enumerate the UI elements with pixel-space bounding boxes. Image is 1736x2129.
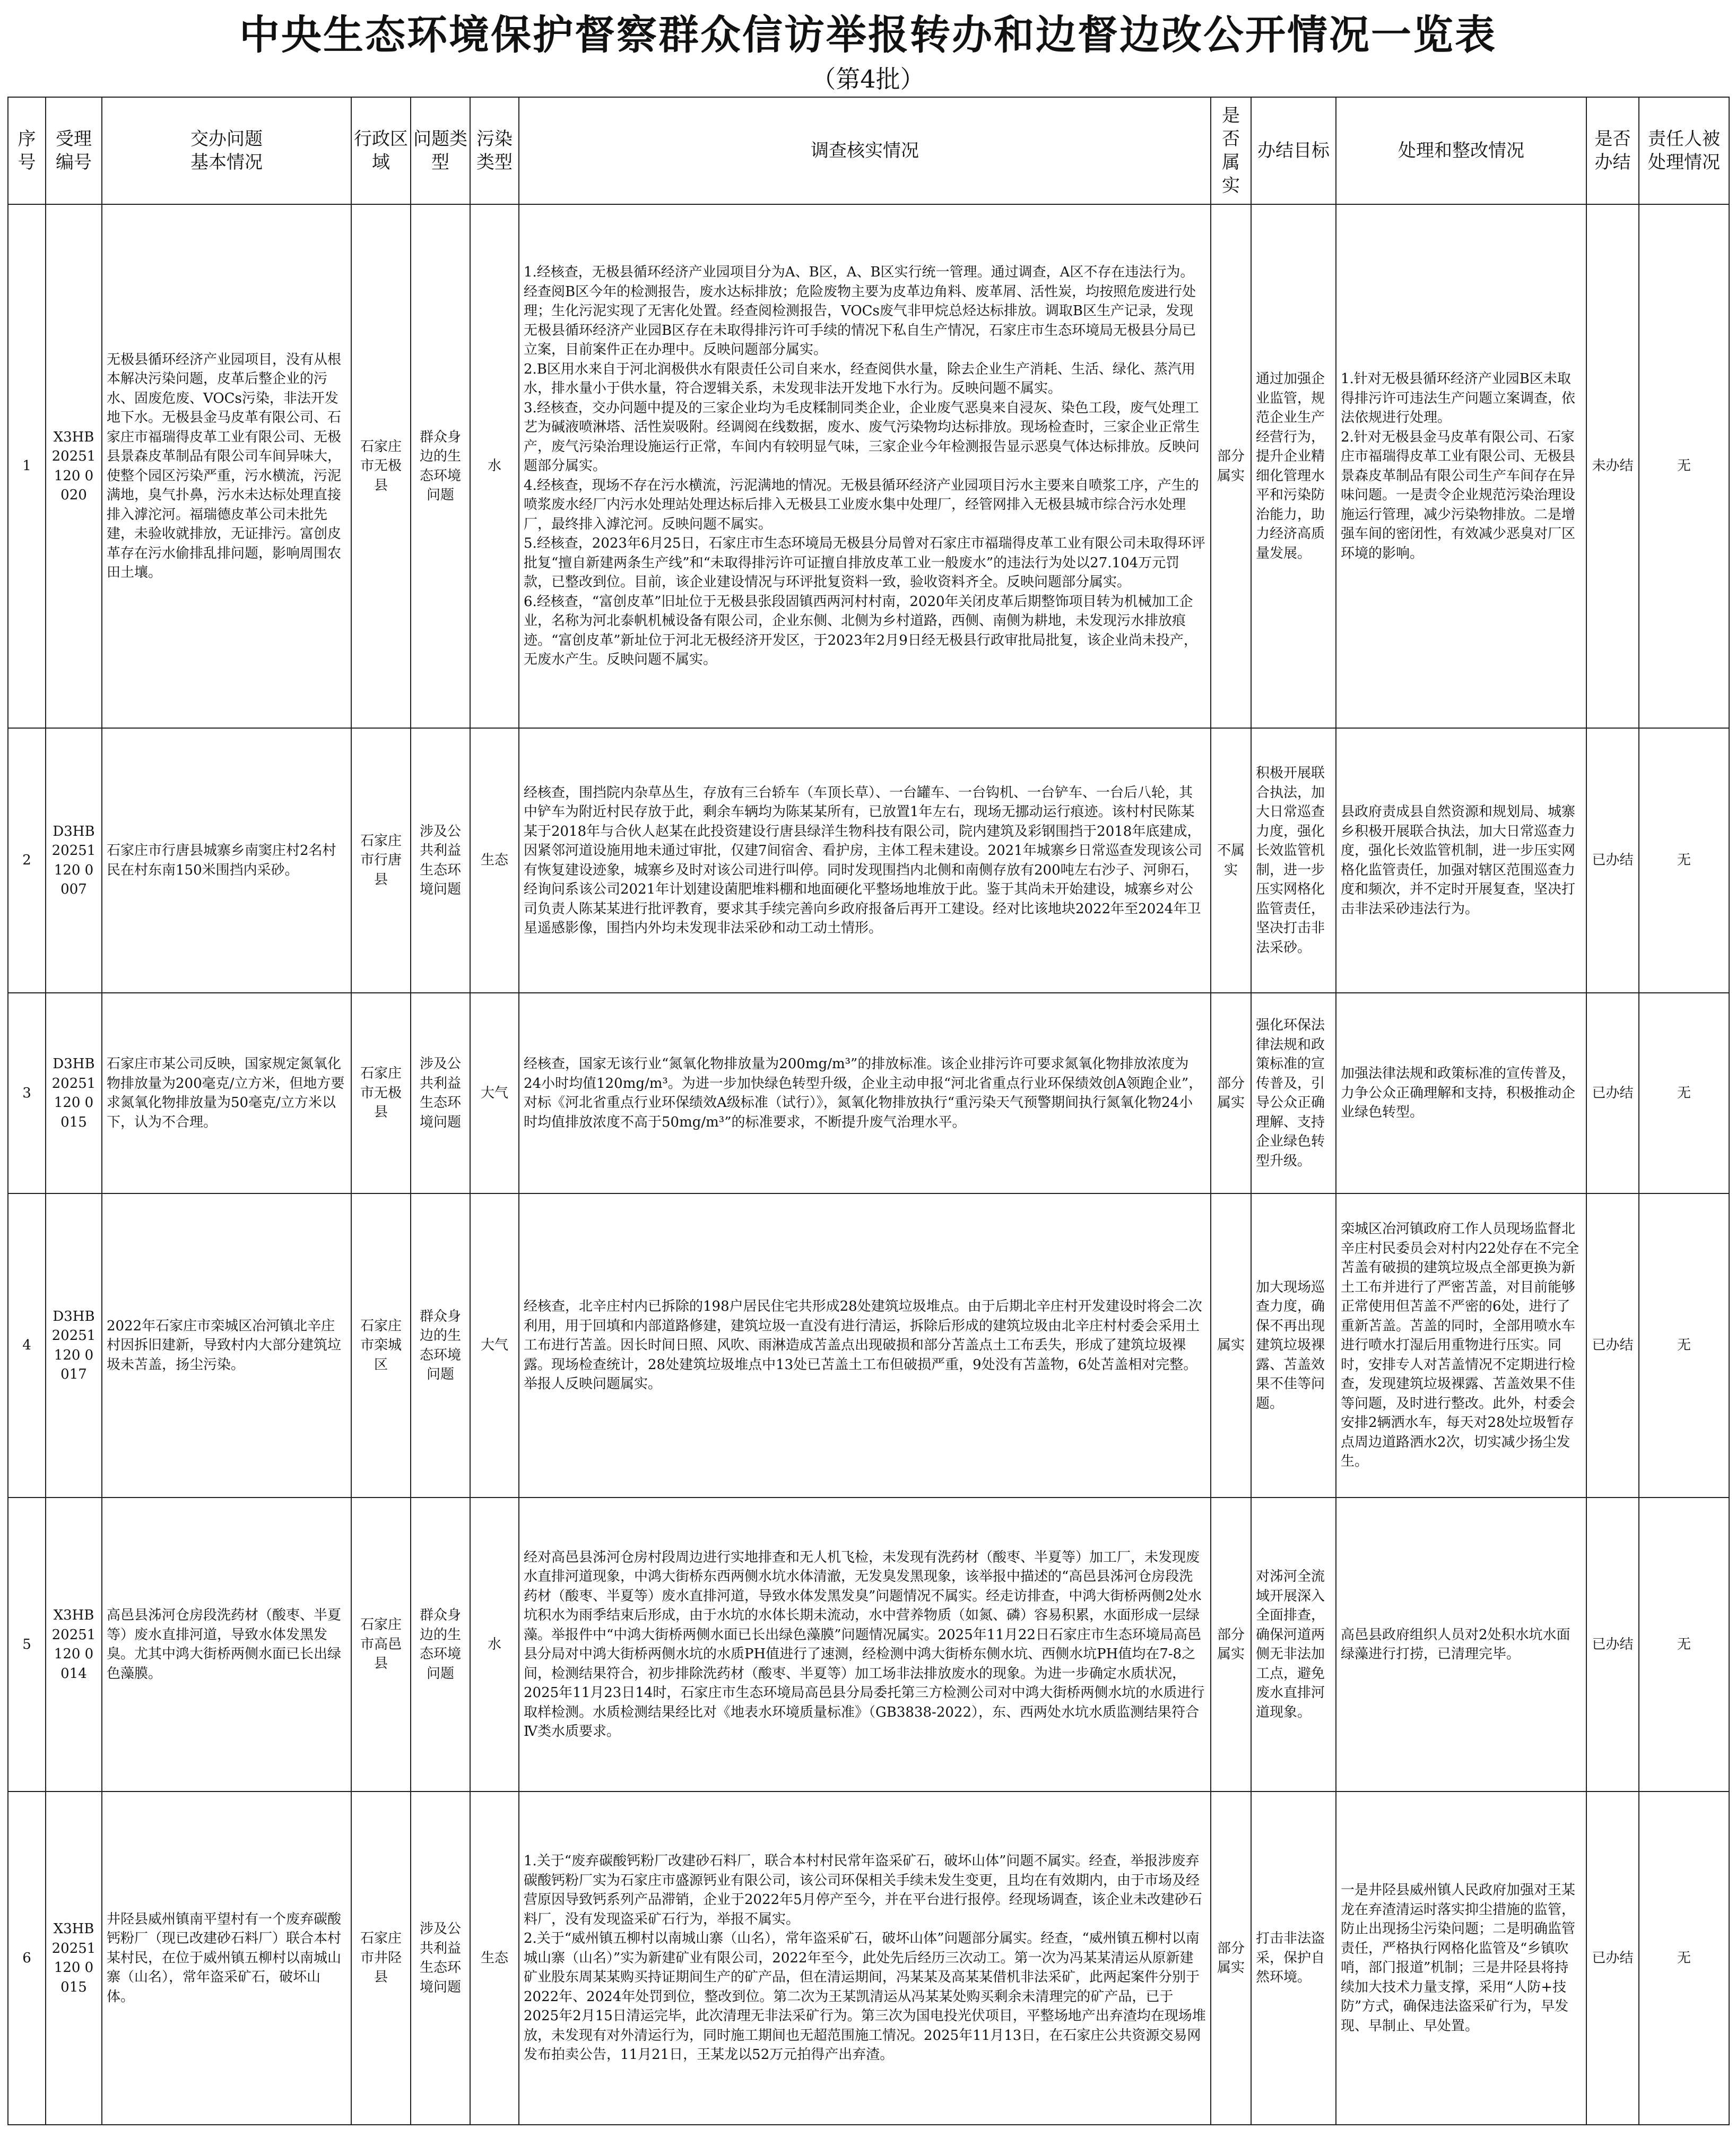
complaint-table	[7, 97, 1730, 2125]
cell-pollution: 生态	[470, 728, 519, 993]
cell-seq: 6	[8, 1792, 46, 2125]
batch-subtitle: （第4批）	[811, 65, 925, 93]
table-row	[8, 728, 1729, 993]
cell-resp: 无	[1639, 204, 1729, 728]
cell-resp: 无	[1639, 1792, 1729, 2125]
cell-region: 石家庄市高邑县	[351, 1498, 411, 1792]
cell-true-or-not: 部分属实	[1211, 204, 1251, 728]
cell-handling: 一是井陉县威州镇人民政府加强对王某龙在弃渣清运时落实抑尘措施的监管，防止出现扬尘污染问题；二是明确监管责任，严格执行网格化监管及“乡镇吹哨，部门报道”机制；三是井陉县将持续加大技术力量支撑，采用“人防+技防”方式，确保违法盗采矿行为，早发现、早制止、早处置。	[1336, 1792, 1586, 2125]
cell-investigation: 1.关于“废弃碳酸钙粉厂改建砂石料厂，联合本村村民常年盗采矿石，破坏山体”问题不属实。经查，举报涉废弃碳酸钙粉厂实为石家庄市盛源钙业有限公司，该公司环保相关手续未发生变更，且均在有效期内，由于市场及经营原因导致钙系列产品滞销，企业于2022年5月停产至今，并在平台进行报停。经现场调查，该企业未改建砂石料厂，没有发现盗采矿石行为，举报不属实。 2.关于“威州镇五柳村以南城山寨（山名），常年盗采矿石，破坏山体”问题部分属实。经查，“威州镇五柳村以南城山寨（山名）”实为新建矿业有限公司，2022年至今，此处先后经历三次动工。第一次为冯某某清运从原新建矿业股东周某某购买持证期间生产的矿产品，但在清运期间，冯某某及高某某借机非法采矿，此两起案件分别于2022年、2024年处罚到位，整改到位。第二次为王某凯清运从冯某某处购买剩余未清理完的矿产品，已于2025年2月15日清运完毕，此次清理无非法采矿行为。第三次为国电投光伏项目，平整场地产出弃渣均在现场堆放，未发现有对外清运行为，同时施工期间也无超范围施工情况。2025年11月13日，在石家庄公共资源交易网发布拍卖公告，11月21日，王某龙以52万元拍得产出弃渣。	[519, 1792, 1211, 2125]
cell-goal: 强化环保法律法规和政策标准的宣传普及，引导公众正确理解、支持企业绿色转型升级。	[1251, 993, 1336, 1193]
cell-seq: 1	[8, 204, 46, 728]
cell-handling: 栾城区冶河镇政府工作人员现场监督北辛庄村民委员会对村内22处存在不完全苫盖有破损的建筑垃圾点全部更换为新土工布并进行了严密苫盖，对目前能够正常使用但苫盖不严密的6处，进行了重新苫盖。苫盖的同时，全部用喷水车进行喷水打湿后用重物进行压实。同时，安排专人对苫盖情况不定期进行检查，发现建筑垃圾裸露、苫盖效果不佳等问题，及时进行整改。此外，村委会安排2辆洒水车，每天对28处垃圾暂存点周边道路洒水2次，切实减少扬尘发生。	[1336, 1193, 1586, 1498]
cell-goal: 打击非法盗采，保护自然环境。	[1251, 1792, 1336, 2125]
page-title: 中央生态环境保护督察群众信访举报转办和边督边改公开情况一览表	[239, 11, 1497, 58]
cell-investigation: 1.经核查，无极县循环经济产业园项目分为A、B区，A、B区实行统一管理。通过调查，A区不存在违法行为。经查阅B区今年的检测报告，废水达标排放；危险废物主要为皮革边角料、废革屑、活性炭，均按照危废进行处理；生化污泥实现了无害化处置。经查阅检测报告，VOCs废气非甲烷总烃达标排放。调取B区生产记录，发现无极县循环经济产业园B区存在未取得排污许可手续的情况下私自生产情况，石家庄市生态环境局无极县分局已立案，目前案件正在办理中。反映问题部分属实。 2.B区用水来自于河北润极供水有限责任公司自来水，经查阅供水量，除去企业生产消耗、生活、绿化、蒸汽用水，排水量小于供水量，符合逻辑关系，未发现非法开发地下水行为。反映问题不属实。 3.经核查，交办问题中提及的三家企业均为毛皮糅制同类企业，企业废气恶臭来自浸灰、染色工段，废气处理工艺为碱液喷淋塔、活性炭吸附。经调阅在线数据，废水、废气污染物均达标排放。现场检查时，三家企业正常生产，废气污染治理设施运行正常，车间内有较明显气味，三家企业今年检测报告显示恶臭气体达标排放。反映问题部分属实。 4.经核查，现场不存在污水横流，污泥满地的情况。无极县循环经济产业园项目污水主要来自喷浆工序，产生的喷浆废水经厂内污水处理站处理达标后排入无极县工业废水集中处理厂，经管网排入无极县城市综合污水处理厂，最终排入滹沱河。反映问题不属实。 5.经核查，2023年6月25日，石家庄市生态环境局无极县分局曾对石家庄市福瑞得皮革工业有限公司未取得环评批复“擅自新建两条生产线”和“未取得排污许可证擅自排放皮革工业一般废水”的违法行为处以27.104万元罚款，已整改到位。目前，该企业建设情况与环评批复资料一致，验收资料齐全。反映问题部分属实。 6.经核查，“富创皮革”旧址位于无极县张段固镇西两河村村南，2020年关闭皮革后期整饰项目转为机械加工企业，名称为河北泰帆机械设备有限公司，企业东侧、北侧为乡村道路，西侧、南侧为耕地，未发现污水排放痕迹。“富创皮革”新址位于河北无极经济开发区，于2023年2月9日经无极县行政审批局批复，该企业尚未投产，无废水产生。反映问题不属实。	[519, 204, 1211, 728]
header-resp: 责任人被处理情况	[1639, 97, 1729, 204]
cell-resp: 无	[1639, 1498, 1729, 1792]
cell-category: 涉及公共利益生态环境问题	[411, 1792, 470, 2125]
cell-region: 石家庄市行唐县	[351, 728, 411, 993]
cell-category: 涉及公共利益生态环境问题	[411, 728, 470, 993]
cell-pollution: 水	[470, 204, 519, 728]
cell-id: X3HB20251120 0020	[46, 204, 102, 728]
cell-seq: 2	[8, 728, 46, 993]
cell-issue: 无极县循环经济产业园项目，没有从根本解决污染问题，皮革后整企业的污水、固废危废、VOCs污染，非法开发地下水。无极县金马皮革有限公司、石家庄市福瑞得皮革工业有限公司、无极县景森皮革制品有限公司车间异味大，使整个园区污染严重，污水横流，污泥满地，臭气扑鼻，污水未达标处理直接排入滹沱河。福瑞德皮革公司未批先建，未验收就排放，无证排污。富创皮革存在污水偷排乱排问题，影响周围农田土壤。	[102, 204, 351, 728]
cell-seq: 3	[8, 993, 46, 1193]
table-row	[8, 204, 1729, 728]
cell-handling: 高邑县政府组织人员对2处积水坑水面绿藻进行打捞，已清理完毕。	[1336, 1498, 1586, 1792]
cell-handling: 县政府责成县自然资源和规划局、城寨乡积极开展联合执法，加大日常巡查力度，强化长效监管机制，进一步压实网格化监管责任，加强对辖区范围巡查力度和频次，并不定时开展复查，坚决打击非法采砂违法行为。	[1336, 728, 1586, 993]
cell-id: D3HB20251120 0017	[46, 1193, 102, 1498]
header-row	[8, 97, 1729, 204]
cell-region: 石家庄市栾城区	[351, 1193, 411, 1498]
cell-pollution: 水	[470, 1498, 519, 1792]
cell-done: 已办结	[1586, 1792, 1639, 2125]
cell-investigation: 经核查，国家无该行业“氮氧化物排放量为200mg/m³”的排放标准。该企业排污许可要求氮氧化物排放浓度为24小时均值120mg/m³。为进一步加快绿色转型升级，企业主动申报“河北省重点行业环保绩效创A领跑企业”，对标《河北省重点行业环保绩效A级标准（试行）》，氮氧化物排放执行“重污染天气预警期间执行氮氧化物24小时均值排放浓度不高于50mg/m³”的标准要求，不断提升废气治理水平。	[519, 993, 1211, 1193]
cell-issue: 石家庄市某公司反映，国家规定氮氧化物排放量为200毫克/立方米，但地方要求氮氧化物排放量为50毫克/立方米以下，认为不合理。	[102, 993, 351, 1193]
cell-pollution: 生态	[470, 1792, 519, 2125]
header-id: 受理编号	[46, 97, 102, 204]
cell-seq: 4	[8, 1193, 46, 1498]
header-handling: 处理和整改情况	[1336, 97, 1586, 204]
cell-issue: 井陉县威州镇南平望村有一个废弃碳酸钙粉厂（现已改建砂石料厂）联合本村某村民，在位于威州镇五柳村以南城山寨（山名），常年盗采矿石，破坏山体。	[102, 1792, 351, 2125]
cell-region: 石家庄市无极县	[351, 204, 411, 728]
cell-investigation: 经核查，围挡院内杂草丛生，存放有三台轿车（车顶长草）、一台罐车、一台钩机、一台铲车、一台后八轮，其中铲车为附近村民存放于此，剩余车辆均为陈某某所有，已放置1年左右，现场无挪动运行痕迹。该村村民陈某某于2018年与合伙人赵某在此投资建设行唐县绿洋生物科技有限公司，院内建筑及彩钢围挡于2018年底建成，因紧邻河道设施用地未通过审批，仅建7间宿舍、看护房，主体工程未建设。2021年城寨乡日常巡查发现该公司有恢复建设迹象，城寨乡及时对该公司进行叫停。同时发现围挡内北侧和南侧存放有200吨左右沙子、河卵石，经询问系该公司2021年计划建设菌肥堆料棚和地面硬化平整场地堆放于此。鉴于其尚未开始建设，城寨乡对公司负责人陈某某进行批评教育，要求其手续完善向乡政府报备后再开工建设。经对比该地块2022年至2024年卫星遥感影像，围挡内外均未发现非法采砂和动工动土情形。	[519, 728, 1211, 993]
cell-true-or-not: 部分属实	[1211, 1792, 1251, 2125]
cell-category: 群众身边的生态环境问题	[411, 1498, 470, 1792]
cell-id: X3HB20251120 0014	[46, 1498, 102, 1792]
header-issue: 交办问题 基本情况	[102, 97, 351, 204]
cell-category: 群众身边的生态环境问题	[411, 1193, 470, 1498]
cell-resp: 无	[1639, 728, 1729, 993]
table-row	[8, 1498, 1729, 1792]
cell-done: 已办结	[1586, 993, 1639, 1193]
table-row	[8, 1792, 1729, 2125]
cell-region: 石家庄市无极县	[351, 993, 411, 1193]
cell-goal: 积极开展联合执法，加大日常巡查力度，强化长效监管机制，进一步压实网格化监管责任，坚决打击非法采砂。	[1251, 728, 1336, 993]
cell-investigation: 经对高邑县泲河仓房村段周边进行实地排查和无人机飞检，未发现有洗药材（酸枣、半夏等）加工厂，未发现废水直排河道现象，中鸿大街桥东西两侧水坑水体清澈，无发臭发黑现象，该举报中描述的“高邑县泲河仓房段洗药材（酸枣、半夏等）废水直排河道，导致水体发黑发臭”问题情况不属实。经走访排查，中鸿大街桥两侧2处水坑积水为雨季结束后形成，由于水坑的水体长期未流动，水中营养物质（如氮、磷）容易积累，水面形成一层绿藻。举报件中“中鸿大街桥两侧水面已长出绿色藻膜”问题情况属实。2025年11月22日石家庄市生态环境局高邑县分局对中鸿大街桥两侧水坑的水质PH值进行了速测，经检测中鸿大街桥东侧水坑、西侧水坑PH值均在7-8之间，检测结果符合，初步排除洗药材（酸枣、半夏等）加工场非法排放废水的现象。为进一步确定水质状况，2025年11月23日14时，石家庄市生态环境局高邑县分局委托第三方检测公司对中鸿大街桥两侧水坑的水质进行取样检测。水质检测结果经比对《地表水环境质量标准》（GB3838-2022），东、西两处水坑水质监测结果符合Ⅳ类水质要求。	[519, 1498, 1211, 1792]
cell-id: X3HB20251120 0015	[46, 1792, 102, 2125]
cell-true-or-not: 部分属实	[1211, 1498, 1251, 1792]
cell-true-or-not: 不属实	[1211, 728, 1251, 993]
cell-category: 涉及公共利益生态环境问题	[411, 993, 470, 1193]
cell-done: 未办结	[1586, 204, 1639, 728]
cell-pollution: 大气	[470, 993, 519, 1193]
header-true-or-not: 是否属实	[1211, 97, 1251, 204]
cell-resp: 无	[1639, 1193, 1729, 1498]
cell-issue: 高邑县泲河仓房段洗药材（酸枣、半夏等）废水直排河道，导致水体发黑发臭。尤其中鸿大街桥两侧水面已长出绿色藻膜。	[102, 1498, 351, 1792]
cell-issue: 2022年石家庄市栾城区冶河镇北辛庄村因拆旧建新，导致村内大部分建筑垃圾未苫盖，扬尘污染。	[102, 1193, 351, 1498]
table-row	[8, 1193, 1729, 1498]
header-done: 是否办结	[1586, 97, 1639, 204]
cell-resp: 无	[1639, 993, 1729, 1193]
cell-investigation: 经核查，北辛庄村内已拆除的198户居民住宅共形成28处建筑垃圾堆点。由于后期北辛庄村开发建设时将会二次利用，用于回填和内部道路修建，建筑垃圾一直没有进行清运，拆除后形成的建筑垃圾由北辛庄村村委会采用土工布进行苫盖。因长时间日照、风吹、雨淋造成苫盖点出现破损和部分苫盖点土工布丢失，形成了建筑垃圾裸露。现场检查统计，28处建筑垃圾堆点中13处已苫盖土工布但破损严重，9处没有苫盖物，6处苫盖相对完整。举报人反映问题属实。	[519, 1193, 1211, 1498]
cell-seq: 5	[8, 1498, 46, 1792]
header-category: 问题类型	[411, 97, 470, 204]
cell-true-or-not: 属实	[1211, 1193, 1251, 1498]
cell-done: 已办结	[1586, 1498, 1639, 1792]
header-investigation: 调查核实情况	[519, 97, 1211, 204]
cell-goal: 加大现场巡查力度，确保不再出现建筑垃圾裸露、苫盖效果不佳等问题。	[1251, 1193, 1336, 1498]
header-pollution: 污染类型	[470, 97, 519, 204]
cell-pollution: 大气	[470, 1193, 519, 1498]
cell-region: 石家庄市井陉县	[351, 1792, 411, 2125]
cell-id: D3HB20251120 0015	[46, 993, 102, 1193]
cell-id: D3HB20251120 0007	[46, 728, 102, 993]
cell-true-or-not: 部分属实	[1211, 993, 1251, 1193]
table-row	[8, 993, 1729, 1193]
cell-issue: 石家庄市行唐县城寨乡南窦庄村2名村民在村东南150米围挡内采砂。	[102, 728, 351, 993]
cell-goal: 对泲河全流域开展深入全面排查，确保河道两侧无非法加工点，避免废水直排河道现象。	[1251, 1498, 1336, 1792]
cell-category: 群众身边的生态环境问题	[411, 204, 470, 728]
cell-handling: 1.针对无极县循环经济产业园B区未取得排污许可违法生产问题立案调查，依法依规进行处理。 2.针对无极县金马皮革有限公司、石家庄市福瑞得皮革工业有限公司、无极县景森皮革制品有限公司生产车间存在异味问题。一是责令企业规范污染治理设施运行管理，减少污染物排放。二是增强车间的密闭性，有效减少恶臭对厂区环境的影响。	[1336, 204, 1586, 728]
cell-handling: 加强法律法规和政策标准的宣传普及，力争公众正确理解和支持，积极推动企业绿色转型。	[1336, 993, 1586, 1193]
header-region: 行政区域	[351, 97, 411, 204]
cell-done: 已办结	[1586, 728, 1639, 993]
header-seq: 序号	[8, 97, 46, 204]
cell-goal: 通过加强企业监管，规范企业生产经营行为，提升企业精细化管理水平和污染防治能力，助力经济高质量发展。	[1251, 204, 1336, 728]
cell-done: 已办结	[1586, 1193, 1639, 1498]
header-goal: 办结目标	[1251, 97, 1336, 204]
